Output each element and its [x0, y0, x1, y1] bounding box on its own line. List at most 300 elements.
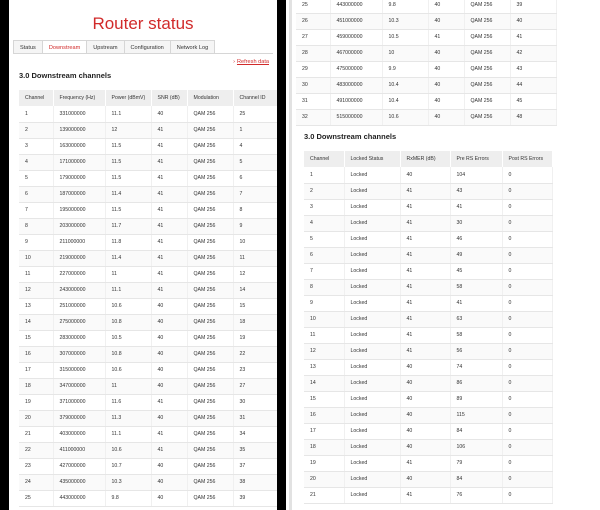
- table-row: [304, 391, 552, 407]
- table-cell: 41: [400, 311, 450, 327]
- table-cell: 39: [233, 490, 277, 506]
- table-row: [304, 263, 552, 279]
- table-row: [19, 138, 277, 154]
- table-row: [304, 327, 552, 343]
- table-row: [296, 61, 556, 77]
- table-cell: 1: [19, 106, 53, 122]
- table-row: [19, 378, 277, 394]
- table-cell: 43: [450, 183, 502, 199]
- table-cell: 0: [502, 327, 552, 343]
- table-cell: 2: [304, 183, 344, 199]
- table-cell: 41: [151, 218, 187, 234]
- table-cell: 0: [502, 423, 552, 439]
- table-cell: 13: [19, 298, 53, 314]
- table-cell: QAM 256: [187, 378, 233, 394]
- table-cell: 11.4: [105, 250, 151, 266]
- table-cell: 443000000: [53, 490, 105, 506]
- column-header: Frequency (Hz): [53, 90, 105, 106]
- table-cell: 4: [19, 154, 53, 170]
- table-row: [296, 109, 556, 125]
- tab-upstream[interactable]: Upstream: [86, 40, 124, 54]
- table-cell: 10.3: [105, 474, 151, 490]
- downstream-section-title: 3.0 Downstream channels: [19, 71, 112, 80]
- table-cell: 0: [502, 375, 552, 391]
- table-cell: 8: [19, 218, 53, 234]
- table-cell: 4: [233, 138, 277, 154]
- table-row: [304, 183, 552, 199]
- table-cell: 40: [428, 13, 464, 29]
- table-cell: Locked: [344, 439, 400, 455]
- table-cell: Locked: [344, 279, 400, 295]
- table-cell: 11.5: [105, 154, 151, 170]
- table-cell: 11: [105, 378, 151, 394]
- table-cell: 467000000: [330, 45, 382, 61]
- table-cell: QAM 256: [187, 282, 233, 298]
- table-cell: 38: [233, 474, 277, 490]
- table-cell: 79: [450, 455, 502, 471]
- column-header: Pre RS Errors: [450, 151, 502, 167]
- table-row: [304, 487, 552, 503]
- table-cell: 34: [233, 426, 277, 442]
- table-cell: 10.6: [105, 298, 151, 314]
- router-status-page: [9, 0, 277, 510]
- table-cell: QAM 256: [187, 442, 233, 458]
- table-cell: 48: [510, 109, 556, 125]
- table-row: [19, 474, 277, 490]
- table-cell: 20: [304, 471, 344, 487]
- table-cell: 21: [19, 426, 53, 442]
- table-row: [304, 247, 552, 263]
- table-row: [19, 186, 277, 202]
- table-cell: 3: [304, 199, 344, 215]
- table-cell: 41: [151, 266, 187, 282]
- table-cell: 40: [151, 314, 187, 330]
- table-cell: 11.1: [105, 106, 151, 122]
- table-cell: 25: [296, 0, 330, 13]
- table-cell: 41: [400, 455, 450, 471]
- table-cell: 11.4: [105, 186, 151, 202]
- table-cell: 10: [19, 250, 53, 266]
- table-cell: 40: [151, 490, 187, 506]
- table-cell: 89: [450, 391, 502, 407]
- table-row: [296, 77, 556, 93]
- table-cell: Locked: [344, 423, 400, 439]
- table-cell: QAM 256: [464, 29, 510, 45]
- table-row: [19, 442, 277, 458]
- table-cell: 9: [19, 234, 53, 250]
- table-cell: 40: [400, 391, 450, 407]
- table-cell: 19: [233, 330, 277, 346]
- refresh-data-label: Refresh data: [236, 59, 269, 65]
- table-cell: 0: [502, 247, 552, 263]
- table-cell: 31: [296, 93, 330, 109]
- table-cell: Locked: [344, 263, 400, 279]
- table-row: [19, 218, 277, 234]
- table-cell: 10.8: [105, 314, 151, 330]
- downstream-channels-table: [19, 90, 277, 507]
- table-cell: 195000000: [53, 202, 105, 218]
- table-cell: 9.8: [382, 0, 428, 13]
- table-cell: 58: [450, 279, 502, 295]
- table-row: [296, 45, 556, 61]
- table-cell: 11.1: [105, 426, 151, 442]
- column-header: SNR (dB): [151, 90, 187, 106]
- table-row: [19, 170, 277, 186]
- table-cell: 12: [105, 122, 151, 138]
- table-cell: 44: [510, 77, 556, 93]
- table-cell: 40: [151, 458, 187, 474]
- table-cell: 28: [296, 45, 330, 61]
- table-cell: 74: [450, 359, 502, 375]
- table-cell: 40: [151, 106, 187, 122]
- downstream-status-table: [304, 151, 553, 504]
- table-cell: Locked: [344, 407, 400, 423]
- tab-network-log[interactable]: Network Log: [170, 40, 215, 54]
- table-cell: QAM 256: [464, 45, 510, 61]
- table-cell: 203000000: [53, 218, 105, 234]
- table-cell: 7: [233, 186, 277, 202]
- table-cell: 2: [19, 122, 53, 138]
- table-cell: 11.5: [105, 138, 151, 154]
- table-row: [19, 490, 277, 506]
- table-cell: 0: [502, 183, 552, 199]
- downstream-continued-frame: [296, 0, 556, 126]
- table-cell: 8: [233, 202, 277, 218]
- table-cell: QAM 256: [187, 490, 233, 506]
- table-cell: 84: [450, 423, 502, 439]
- table-cell: Locked: [344, 471, 400, 487]
- table-cell: 171000000: [53, 154, 105, 170]
- chevron-right-icon: ›: [233, 59, 235, 65]
- table-cell: 6: [19, 186, 53, 202]
- table-cell: 403000000: [53, 426, 105, 442]
- table-cell: 106: [450, 439, 502, 455]
- table-cell: 491000000: [330, 93, 382, 109]
- table-cell: 187000000: [53, 186, 105, 202]
- table-row: [304, 311, 552, 327]
- table-cell: 179000000: [53, 170, 105, 186]
- table-cell: 41: [151, 154, 187, 170]
- table-header-row: [304, 151, 552, 167]
- table-cell: 41: [400, 327, 450, 343]
- table-cell: QAM 256: [187, 266, 233, 282]
- table-cell: 16: [19, 346, 53, 362]
- table-cell: 0: [502, 391, 552, 407]
- table-cell: 41: [400, 199, 450, 215]
- table-cell: 19: [19, 394, 53, 410]
- table-cell: 10.7: [105, 458, 151, 474]
- table-cell: 46: [450, 231, 502, 247]
- table-cell: 40: [151, 330, 187, 346]
- table-cell: 40: [400, 407, 450, 423]
- table-cell: 411000000: [53, 442, 105, 458]
- table-cell: 12: [304, 343, 344, 359]
- table-cell: 41: [428, 29, 464, 45]
- table-cell: 25: [233, 106, 277, 122]
- table-cell: 14: [19, 314, 53, 330]
- table-header-row: [19, 90, 277, 106]
- table-cell: QAM 256: [187, 170, 233, 186]
- table-cell: 0: [502, 295, 552, 311]
- table-cell: 10.4: [382, 77, 428, 93]
- table-cell: 331000000: [53, 106, 105, 122]
- table-cell: 40: [400, 375, 450, 391]
- table-row: [19, 394, 277, 410]
- table-cell: 41: [151, 202, 187, 218]
- table-cell: 0: [502, 343, 552, 359]
- table-cell: 12: [19, 282, 53, 298]
- table-cell: 58: [450, 327, 502, 343]
- table-cell: QAM 256: [464, 93, 510, 109]
- table-cell: 1: [233, 122, 277, 138]
- table-cell: 347000000: [53, 378, 105, 394]
- table-cell: Locked: [344, 375, 400, 391]
- table-row: [304, 231, 552, 247]
- table-cell: 63: [450, 311, 502, 327]
- table-cell: 27: [233, 378, 277, 394]
- table-cell: 163000000: [53, 138, 105, 154]
- table-cell: 219000000: [53, 250, 105, 266]
- table-row: [304, 359, 552, 375]
- table-cell: 25: [19, 490, 53, 506]
- table-row: [19, 362, 277, 378]
- table-cell: 15: [19, 330, 53, 346]
- table-cell: 11: [19, 266, 53, 282]
- table-cell: QAM 256: [464, 109, 510, 125]
- table-cell: 10.8: [105, 346, 151, 362]
- table-cell: 40: [151, 378, 187, 394]
- table-cell: 40: [400, 167, 450, 183]
- table-cell: 42: [510, 45, 556, 61]
- table-cell: 24: [19, 474, 53, 490]
- table-row: [304, 407, 552, 423]
- table-cell: 18: [233, 314, 277, 330]
- table-cell: 41: [510, 29, 556, 45]
- column-header: Channel: [304, 151, 344, 167]
- table-cell: QAM 256: [464, 77, 510, 93]
- table-cell: 41: [151, 282, 187, 298]
- table-cell: 32: [296, 109, 330, 125]
- table-cell: 9.8: [105, 490, 151, 506]
- table-row: [304, 455, 552, 471]
- table-cell: 41: [450, 295, 502, 311]
- column-header: Power (dBmV): [105, 90, 151, 106]
- table-cell: 29: [296, 61, 330, 77]
- table-cell: Locked: [344, 199, 400, 215]
- table-cell: 41: [151, 234, 187, 250]
- table-cell: QAM 256: [187, 298, 233, 314]
- table-cell: 315000000: [53, 362, 105, 378]
- table-cell: 11: [304, 327, 344, 343]
- table-cell: 5: [304, 231, 344, 247]
- tab-underline: [13, 53, 273, 54]
- table-cell: 31: [233, 410, 277, 426]
- table-cell: 483000000: [330, 77, 382, 93]
- table-cell: 0: [502, 231, 552, 247]
- table-cell: 40: [151, 362, 187, 378]
- table-cell: 41: [400, 279, 450, 295]
- table-cell: 11.5: [105, 170, 151, 186]
- column-header: Modulation: [187, 90, 233, 106]
- table-row: [304, 439, 552, 455]
- table-cell: QAM 256: [187, 106, 233, 122]
- table-row: [19, 122, 277, 138]
- table-cell: 30: [233, 394, 277, 410]
- table-row: [19, 410, 277, 426]
- table-cell: 49: [450, 247, 502, 263]
- table-cell: 139000000: [53, 122, 105, 138]
- table-row: [19, 250, 277, 266]
- table-cell: 10.6: [105, 442, 151, 458]
- table-row: [19, 202, 277, 218]
- table-cell: 86: [450, 375, 502, 391]
- table-cell: 435000000: [53, 474, 105, 490]
- tab-downstream[interactable]: Downstream: [42, 40, 87, 54]
- table-cell: 10.4: [382, 93, 428, 109]
- table-cell: 11.1: [105, 282, 151, 298]
- table-cell: QAM 256: [187, 330, 233, 346]
- table-cell: Locked: [344, 215, 400, 231]
- table-cell: QAM 256: [187, 426, 233, 442]
- table-cell: 40: [400, 471, 450, 487]
- table-cell: 10: [304, 311, 344, 327]
- table-cell: 283000000: [53, 330, 105, 346]
- tab-status[interactable]: Status: [13, 40, 43, 54]
- table-cell: 104: [450, 167, 502, 183]
- table-row: [304, 199, 552, 215]
- table-cell: 40: [510, 13, 556, 29]
- table-cell: 39: [510, 0, 556, 13]
- table-cell: 41: [151, 442, 187, 458]
- table-cell: 41: [151, 122, 187, 138]
- table-cell: 451000000: [330, 13, 382, 29]
- table-cell: Locked: [344, 311, 400, 327]
- tab-configuration[interactable]: Configuration: [124, 40, 171, 54]
- table-row: [296, 29, 556, 45]
- table-cell: 40: [151, 298, 187, 314]
- table-cell: QAM 256: [187, 346, 233, 362]
- table-cell: 9: [233, 218, 277, 234]
- table-cell: Locked: [344, 343, 400, 359]
- table-cell: 4: [304, 215, 344, 231]
- table-cell: 115: [450, 407, 502, 423]
- table-cell: QAM 256: [187, 314, 233, 330]
- table-cell: 41: [400, 263, 450, 279]
- table-cell: QAM 256: [187, 234, 233, 250]
- table-cell: 41: [400, 343, 450, 359]
- table-cell: 13: [304, 359, 344, 375]
- table-row: [304, 279, 552, 295]
- table-cell: 11.5: [105, 202, 151, 218]
- table-cell: 26: [296, 13, 330, 29]
- table-cell: 1: [304, 167, 344, 183]
- table-cell: 41: [400, 295, 450, 311]
- table-cell: 0: [502, 215, 552, 231]
- table-cell: 41: [151, 170, 187, 186]
- table-row: [304, 215, 552, 231]
- table-cell: 10.3: [382, 13, 428, 29]
- table-cell: 41: [151, 186, 187, 202]
- table-row: [19, 154, 277, 170]
- table-cell: QAM 256: [187, 250, 233, 266]
- table-cell: QAM 256: [187, 362, 233, 378]
- table-cell: 7: [19, 202, 53, 218]
- table-cell: 43: [510, 61, 556, 77]
- panel-divider: [289, 0, 292, 510]
- refresh-data-link[interactable]: [233, 59, 269, 65]
- table-cell: 12: [233, 266, 277, 282]
- table-cell: 56: [450, 343, 502, 359]
- table-cell: 10.5: [105, 330, 151, 346]
- table-cell: QAM 256: [464, 61, 510, 77]
- table-cell: 371000000: [53, 394, 105, 410]
- table-cell: 37: [233, 458, 277, 474]
- column-header: Channel: [19, 90, 53, 106]
- table-cell: 10.5: [382, 29, 428, 45]
- table-cell: 11.8: [105, 234, 151, 250]
- table-cell: Locked: [344, 247, 400, 263]
- table-cell: 307000000: [53, 346, 105, 362]
- table-cell: 40: [400, 359, 450, 375]
- table-cell: 11.6: [105, 394, 151, 410]
- table-row: [296, 0, 556, 13]
- table-row: [304, 423, 552, 439]
- table-cell: 40: [428, 77, 464, 93]
- table-cell: 0: [502, 167, 552, 183]
- table-row: [304, 167, 552, 183]
- table-cell: Locked: [344, 231, 400, 247]
- table-cell: 35: [233, 442, 277, 458]
- table-cell: QAM 256: [187, 138, 233, 154]
- table-row: [304, 471, 552, 487]
- table-cell: 41: [151, 394, 187, 410]
- table-cell: QAM 256: [464, 13, 510, 29]
- table-cell: 10: [233, 234, 277, 250]
- table-cell: 20: [19, 410, 53, 426]
- table-cell: 21: [304, 487, 344, 503]
- table-cell: 243000000: [53, 282, 105, 298]
- table-cell: 41: [400, 487, 450, 503]
- table-cell: 11: [233, 250, 277, 266]
- table-cell: 275000000: [53, 314, 105, 330]
- table-cell: 41: [151, 138, 187, 154]
- table-cell: 84: [450, 471, 502, 487]
- table-row: [19, 330, 277, 346]
- table-row: [19, 282, 277, 298]
- table-row: [19, 426, 277, 442]
- table-cell: Locked: [344, 295, 400, 311]
- table-cell: 0: [502, 471, 552, 487]
- table-cell: Locked: [344, 455, 400, 471]
- table-cell: Locked: [344, 327, 400, 343]
- table-cell: 0: [502, 263, 552, 279]
- table-cell: 3: [19, 138, 53, 154]
- right-screenshot-panel: [296, 0, 600, 510]
- table-cell: 14: [304, 375, 344, 391]
- table-cell: QAM 256: [187, 122, 233, 138]
- table-cell: 30: [450, 215, 502, 231]
- table-cell: QAM 256: [187, 410, 233, 426]
- table-row: [296, 93, 556, 109]
- table-cell: 22: [233, 346, 277, 362]
- table-cell: QAM 256: [187, 154, 233, 170]
- table-cell: 211000000: [53, 234, 105, 250]
- table-cell: 40: [151, 346, 187, 362]
- column-header: RxMER (dB): [400, 151, 450, 167]
- table-cell: Locked: [344, 183, 400, 199]
- table-cell: 0: [502, 487, 552, 503]
- table-row: [19, 314, 277, 330]
